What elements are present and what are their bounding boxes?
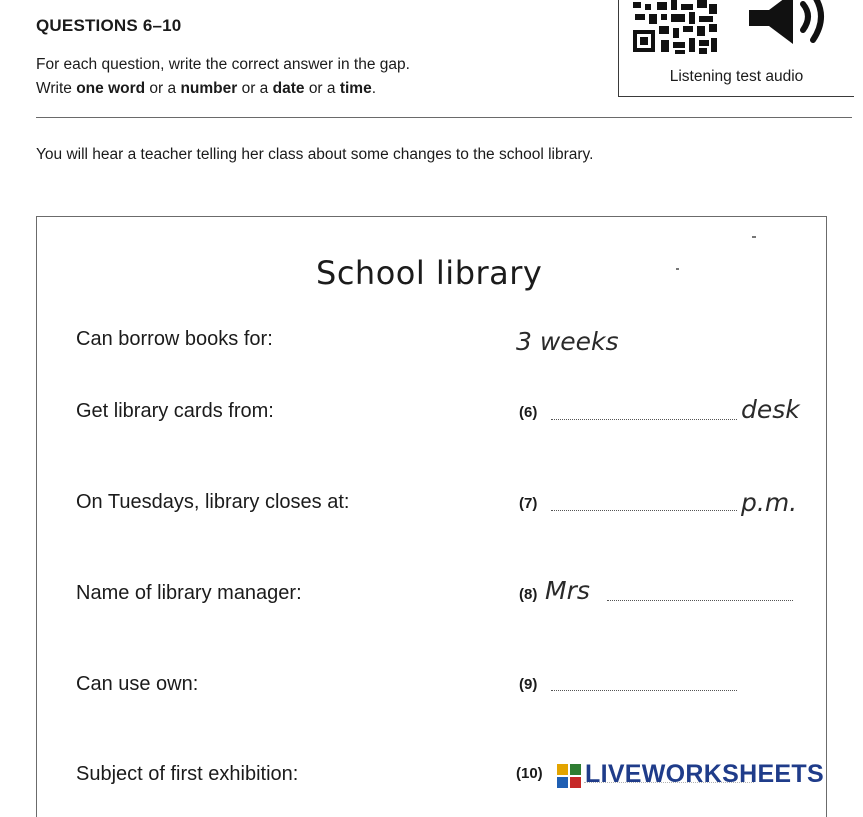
watermark-text: LIVEWORKSHEETS xyxy=(585,760,824,788)
instr-bold-number: number xyxy=(180,80,238,97)
instruction-line-2 xyxy=(36,80,376,98)
answer-blank-9[interactable] xyxy=(551,690,737,691)
intro-text: You will hear a teacher telling her class about some changes to the school library. xyxy=(36,146,594,163)
answer-blank-6[interactable] xyxy=(551,419,737,420)
row-label-manager: Name of library manager: xyxy=(76,582,302,604)
qr-code-icon xyxy=(631,0,719,56)
question-number-10: (10) xyxy=(516,765,543,782)
row-label-own: Can use own: xyxy=(76,673,199,695)
scan-fleck xyxy=(752,236,756,238)
header-divider xyxy=(36,117,852,118)
answer-suffix-6: desk xyxy=(741,395,800,424)
audio-box[interactable] xyxy=(618,0,854,97)
question-number-7: (7) xyxy=(519,495,538,512)
instruction-line-1: For each question, write the correct answer in the gap. xyxy=(36,56,410,73)
row-label-tuesdays: On Tuesdays, library closes at: xyxy=(76,491,350,513)
answer-suffix-7: p.m. xyxy=(741,488,798,517)
question-number-6: (6) xyxy=(519,404,538,421)
instr-bold-one-word: one word xyxy=(76,80,146,97)
answer-prefix-8: Mrs xyxy=(545,576,590,605)
form-title: School library xyxy=(316,254,543,292)
instr-text: or a xyxy=(149,80,177,97)
instr-bold-time: time xyxy=(339,80,372,97)
instr-text: or a xyxy=(241,80,269,97)
instr-text: Write xyxy=(36,80,72,97)
row-label-borrow: Can borrow books for: xyxy=(76,328,273,350)
question-number-8: (8) xyxy=(519,586,538,603)
speaker-icon[interactable] xyxy=(749,0,833,50)
liveworksheets-watermark xyxy=(557,760,824,789)
instr-text: or a xyxy=(308,80,336,97)
row-label-exhibition: Subject of first exhibition: xyxy=(76,763,299,785)
answer-blank-7[interactable] xyxy=(551,510,737,511)
liveworksheets-logo-icon xyxy=(557,764,581,788)
audio-label: Listening test audio xyxy=(669,68,804,85)
instr-bold-date: date xyxy=(272,80,305,97)
question-number-9: (9) xyxy=(519,676,538,693)
row-label-cards: Get library cards from: xyxy=(76,400,274,422)
answer-example: 3 weeks xyxy=(516,327,619,356)
answer-blank-8[interactable] xyxy=(607,600,793,601)
instr-period: . xyxy=(371,80,377,97)
form-box xyxy=(36,216,827,817)
scan-fleck xyxy=(676,268,679,270)
questions-title: QUESTIONS 6–10 xyxy=(36,16,182,35)
